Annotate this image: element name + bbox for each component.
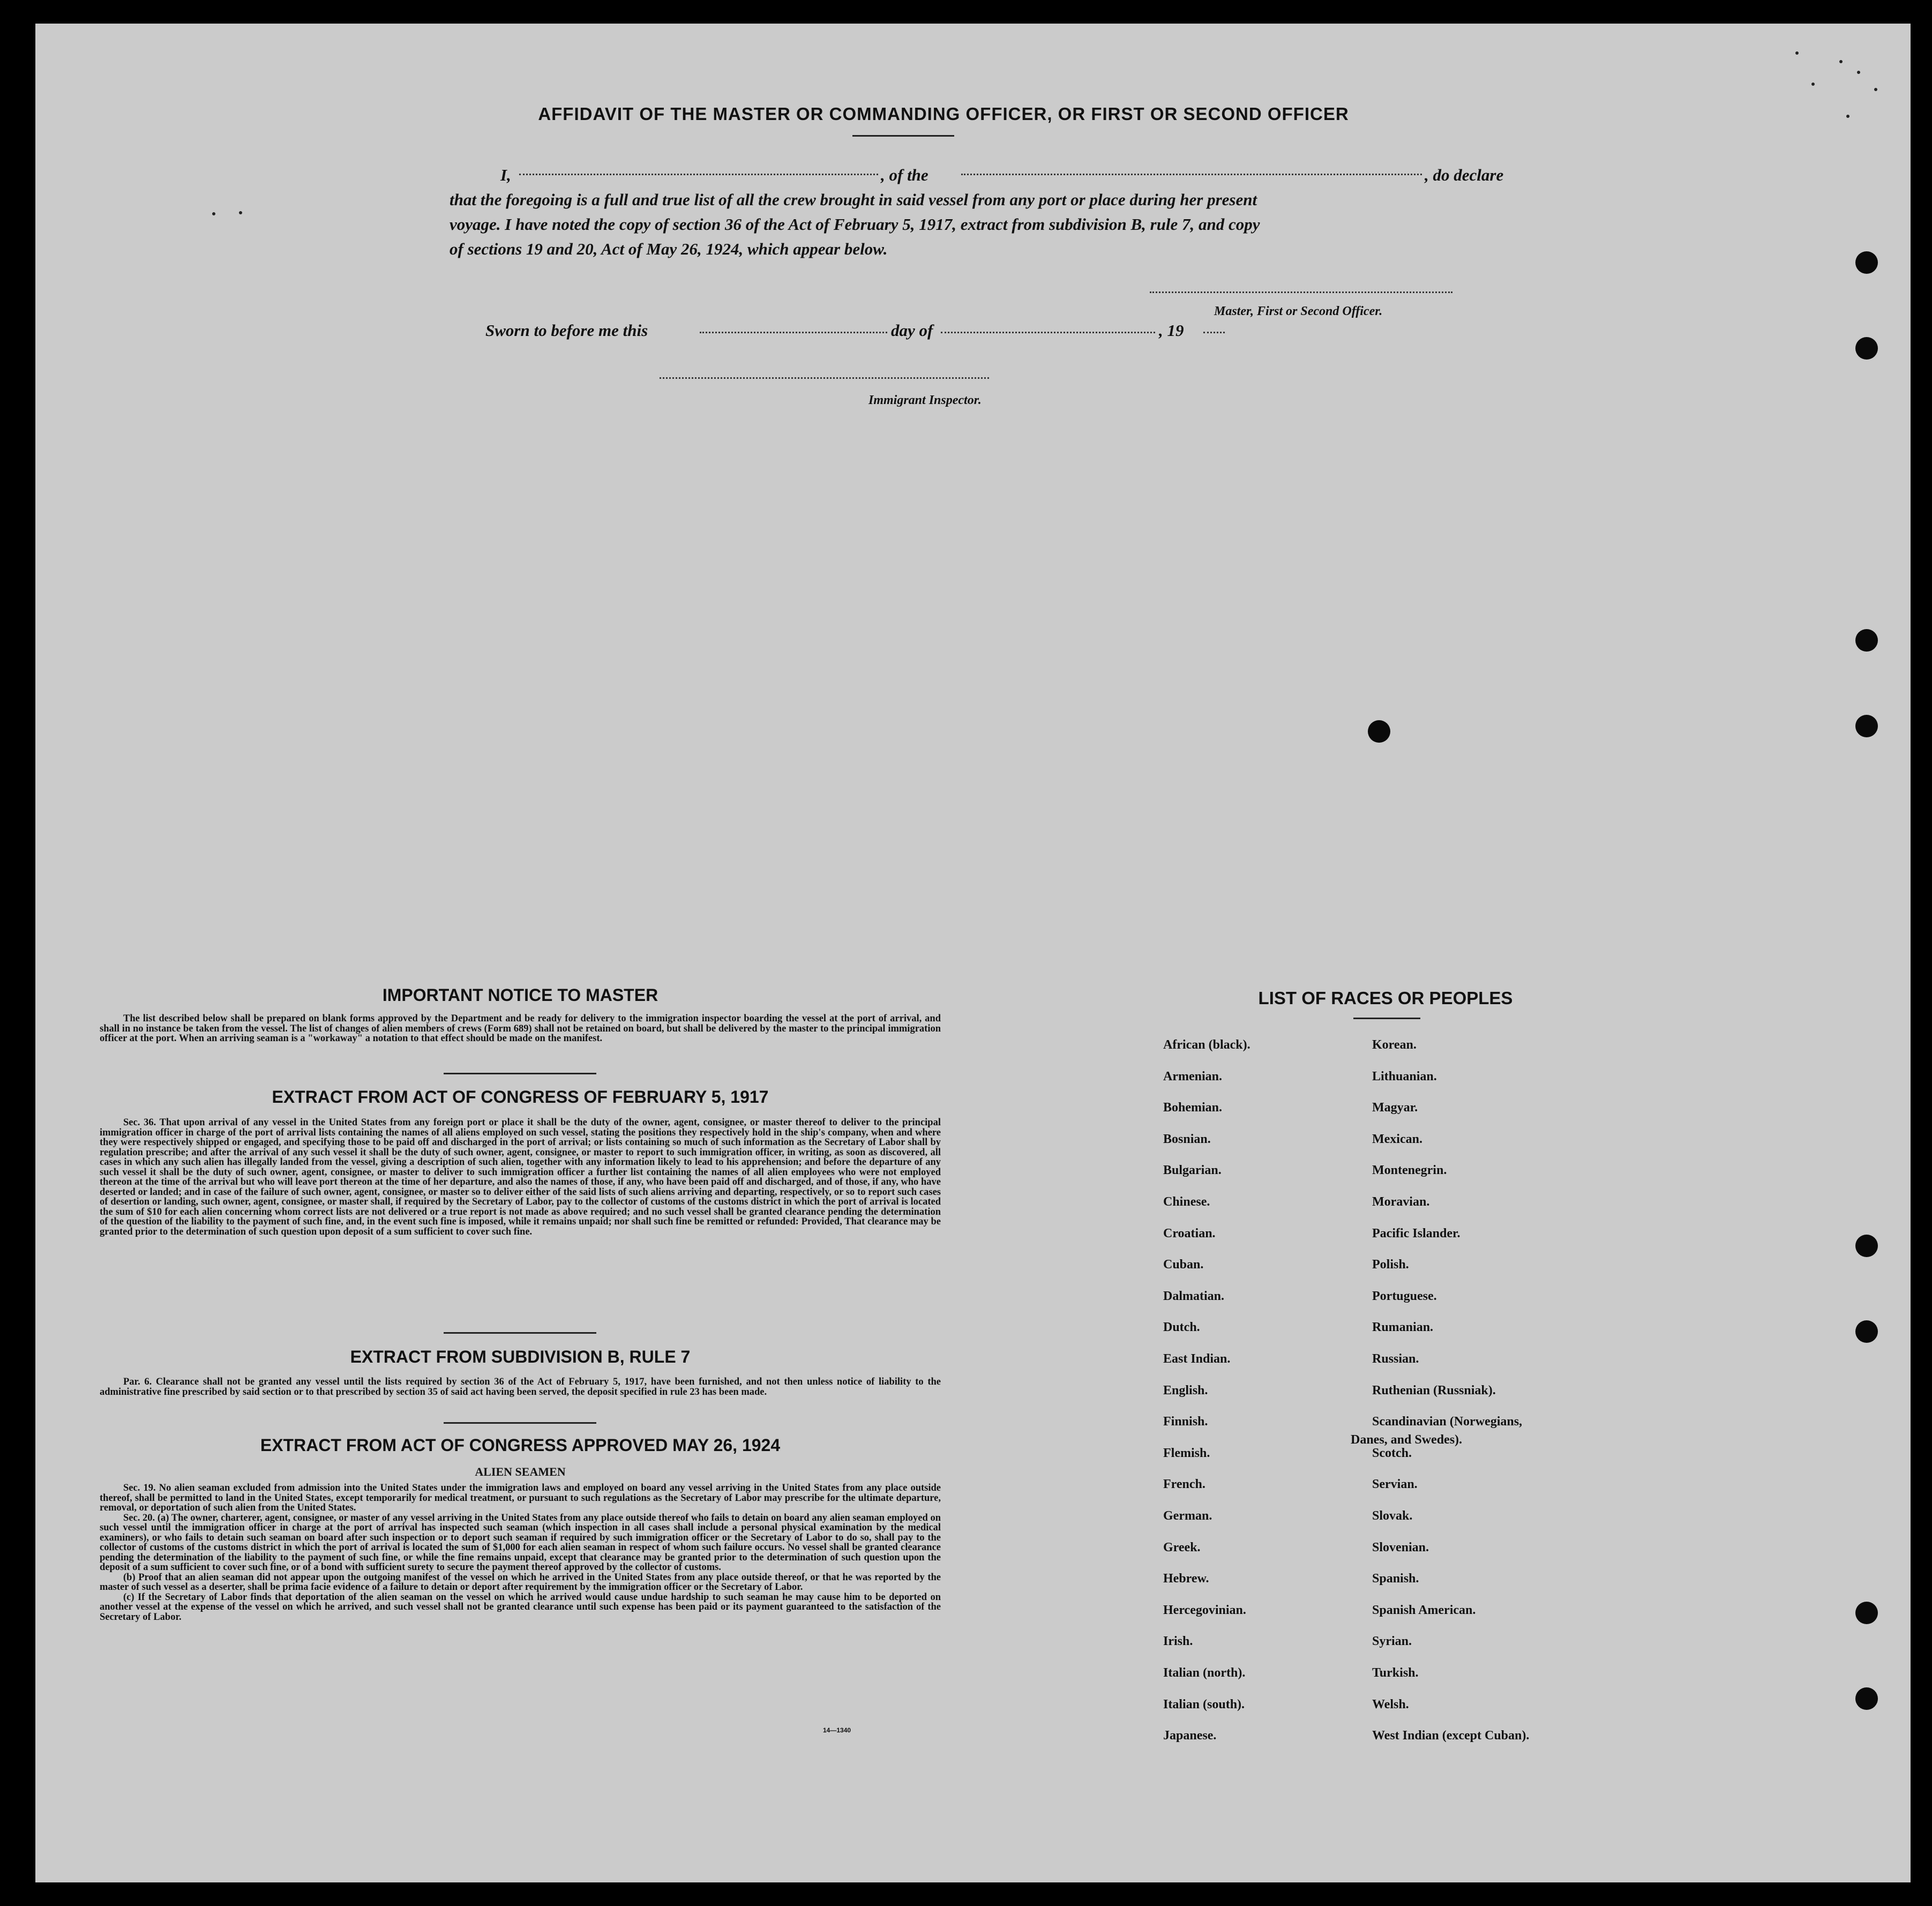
divider (852, 135, 954, 137)
race-item: Bulgarian. (1163, 1163, 1222, 1177)
notice-title: IMPORTANT NOTICE TO MASTER (382, 985, 658, 1005)
punch-hole (1855, 337, 1878, 360)
race-item: Italian (south). (1163, 1698, 1245, 1711)
sworn-line (485, 321, 1235, 348)
sec20c-paragraph: (c) If the Secretary of Labor finds that deportation of the alien seaman on the vessel on which he arrived would cause undue hardship to such seaman he may cause him to be deported on another vessel at the expense of the vessel on which he arrived, and such vessel shall not be granted clearance until such expense has been paid or its payment guaranteed to the satisfaction of the Secretary of Labor. (100, 1591, 941, 1623)
race-item: Magyar. (1372, 1101, 1418, 1115)
extract-1924-title: EXTRACT FROM ACT OF CONGRESS APPROVED MAY 26, 1924 (260, 1436, 781, 1455)
race-item: Syrian. (1372, 1634, 1412, 1648)
race-item: Flemish. (1163, 1446, 1210, 1460)
sec20a-paragraph: Sec. 20. (a) The owner, charterer, agent, consignee, or master of any vessel arriving in the United States from any place outside thereof who fails to detain on board any alien seaman employed on such vessel until the immigration officer in charge at the port of arrival has inspected such seaman (which inspection in all cases shall include a personal physical examination by the medical examiners), or who fails to detain such seaman on board after such inspection or to deport such seaman if required by such immigration officer or the Secretary of Labor to do so, shall pay to the collector of customs of the customs district in which the port of arrival is located the sum of $1,000 for each alien seaman in respect of whom such failure occurs. No vessel shall be granted clearance pending the determination of the liability to the payment of such fine, or while the fine remains unpaid, except that clearance may be granted prior to the determination of such question upon the deposit of a sum sufficient to cover such fine, or of a bond with sufficient surety to secure the payment thereof approved by the collector of customs. (100, 1512, 941, 1573)
punch-hole (1368, 720, 1390, 743)
form-number: 14—1340 (823, 1726, 851, 1734)
sworn-label: Sworn to before me this (485, 321, 648, 340)
race-item: West Indian (except Cuban). (1372, 1729, 1530, 1743)
sec20b-paragraph: (b) Proof that an alien seaman did not appear upon the outgoing manifest of the vessel on which he arrived in the United States from any place outside thereof, or that he was reported by the master of such vessel as a deserter, shall be prima facie evidence of a failure to detain or deport after requirement by the immigration officer or the Secretary of Labor. (100, 1572, 941, 1593)
race-item: Montenegrin. (1372, 1163, 1447, 1177)
race-item: Korean. (1372, 1038, 1417, 1052)
extract-1924-subtitle: ALIEN SEAMEN (475, 1465, 566, 1478)
i-label: I, (500, 166, 511, 184)
extract-1917-text (100, 1118, 941, 1237)
ink-speck (1811, 83, 1815, 86)
ink-speck (1795, 51, 1799, 55)
race-item: French. (1163, 1477, 1205, 1491)
divider (1353, 1018, 1420, 1019)
divider (444, 1073, 596, 1074)
race-item: Bosnian. (1163, 1132, 1211, 1146)
race-item: Turkish. (1372, 1666, 1419, 1680)
race-item: Slovenian. (1372, 1541, 1429, 1554)
extract-1917-paragraph: Sec. 36. That upon arrival of any vessel in the United States from any foreign port or place it shall be the duty of the owner, agent, consignee, or master thereof to deliver to the principal immigration officer in charge of the port of arrival lists containing the names of all aliens employed on such vessel, stating the positions they respectively hold in the ship's company, when and where they were respectively shipped or engaged, and specifying those to be paid off and discharged in the port of arrival; or lists containing so much of such information as the Secretary of Labor shall by regulation prescribe; and after the arrival of any such vessel it shall be the duty of such owner, agent, consignee, or master to report to such immigration officer, in writing, as soon as discovered, all cases in which any such alien has illegally landed from the vessel, giving a description of such alien, together with any information likely to lead to his apprehension; and before the departure of any such vessel it shall be the duty of such owner, agent, consignee, or master to deliver to such immigration officer a further list containing the names of all alien employees who were not employed thereon at the time of the arrival but who will leave port thereon at the time of her departure, and also the names of those, if any, who have been paid off and discharged, and of those, if any, who have deserted or landed; and in case of the failure of such owner, agent, consignee, or master so to deliver either of the said lists of such aliens arriving and departing, respectively, or so to report such cases of desertion or landing, such owner, agent, consignee, or master shall, if required by the Secretary of Labor, pay to the collector of customs of the customs district in which the port of arrival is located the sum of $10 for each alien concerning whom correct lists are not delivered or a true report is not made as above required; and no such vessel shall be granted clearance pending the determination of the question of the liability to the payment of such fine, and, in the event such fine is imposed, while it remains unpaid; nor shall such fine be remitted or refunded: Provided, That clearance may be granted prior to the determination of such question upon deposit of a sum sufficient to cover such fine. (100, 1117, 941, 1237)
race-item: Servian. (1372, 1477, 1418, 1491)
name-field[interactable] (519, 174, 878, 175)
extract-rule7-text (100, 1377, 941, 1397)
divider (444, 1422, 596, 1424)
sworn-year-field[interactable] (1203, 332, 1225, 333)
punch-hole (1855, 251, 1878, 274)
ink-speck (1839, 60, 1843, 63)
race-item: Greek. (1163, 1541, 1201, 1554)
race-item-continuation: Danes, and Swedes). (1351, 1433, 1463, 1447)
inspector-caption: Immigrant Inspector. (868, 393, 982, 407)
affidavit-line-3: voyage. I have noted the copy of section 36 of the Act of February 5, 1917, extract from subdivision B, rule 7, and copy (450, 215, 1260, 234)
affidavit-body (450, 163, 1518, 261)
race-item: Spanish American. (1372, 1603, 1476, 1617)
race-item: Japanese. (1163, 1729, 1217, 1743)
race-item: African (black). (1163, 1038, 1250, 1052)
extract-rule7-paragraph: Par. 6. Clearance shall not be granted any vessel until the lists required by section 36 of the Act of February 5, 1917, have been furnished, and not then unless notice of liability to the administrative fine prescribed by said section or to that prescribed by section 35 of said act having been served, the deposit specified in rule 23 has been made. (100, 1377, 941, 1397)
race-item: Bohemian. (1163, 1101, 1223, 1115)
races-title: LIST OF RACES OR PEOPLES (1258, 988, 1513, 1008)
race-item: Finnish. (1163, 1415, 1208, 1429)
punch-hole (1855, 1687, 1878, 1710)
race-item: Armenian. (1163, 1070, 1222, 1083)
race-item: Moravian. (1372, 1195, 1430, 1209)
year-label: , 19 (1159, 321, 1184, 340)
day-of-label: day of (891, 321, 933, 340)
race-item: Italian (north). (1163, 1666, 1246, 1680)
race-item: Polish. (1372, 1258, 1409, 1272)
race-item: Chinese. (1163, 1195, 1210, 1209)
race-item: Cuban. (1163, 1258, 1204, 1272)
affidavit-first-line (450, 163, 1518, 188)
ink-speck (239, 211, 242, 214)
race-item: Lithuanian. (1372, 1070, 1437, 1083)
master-signature-field[interactable] (1150, 291, 1452, 293)
race-item: Slovak. (1372, 1509, 1413, 1523)
extract-1917-title: EXTRACT FROM ACT OF CONGRESS OF FEBRUARY 5, 1917 (272, 1087, 769, 1107)
race-item: Dalmatian. (1163, 1289, 1224, 1303)
sworn-day-field[interactable] (700, 332, 887, 333)
do-declare-label: , do declare (1425, 166, 1504, 184)
race-item: East Indian. (1163, 1352, 1231, 1366)
race-item: Croatian. (1163, 1227, 1216, 1240)
race-item: English. (1163, 1384, 1208, 1397)
ink-speck (1857, 71, 1860, 74)
sworn-month-field[interactable] (941, 332, 1155, 333)
divider (444, 1332, 596, 1334)
vessel-field[interactable] (961, 174, 1422, 175)
punch-hole (1855, 1235, 1878, 1257)
inspector-signature-field[interactable] (660, 377, 989, 379)
ink-speck (1846, 115, 1849, 118)
notice-text (100, 1014, 941, 1044)
race-item: Spanish. (1372, 1572, 1419, 1586)
document-page (35, 24, 1911, 1882)
race-item: Portuguese. (1372, 1289, 1437, 1303)
race-item: German. (1163, 1509, 1212, 1523)
race-item: Ruthenian (Russniak). (1372, 1384, 1496, 1397)
of-the-label: , of the (881, 166, 928, 184)
signature-caption: Master, First or Second Officer. (1214, 304, 1383, 318)
race-item: Pacific Islander. (1372, 1227, 1461, 1240)
punch-hole (1855, 1602, 1878, 1624)
race-item: Welsh. (1372, 1698, 1409, 1711)
race-item: Irish. (1163, 1634, 1193, 1648)
race-item: Scotch. (1372, 1446, 1412, 1460)
race-item: Hebrew. (1163, 1572, 1209, 1586)
affidavit-line-2: that the foregoing is a full and true list of all the crew brought in said vessel from any port or place during her present (450, 190, 1257, 209)
affidavit-line-4: of sections 19 and 20, Act of May 26, 1924, which appear below. (450, 240, 888, 258)
extract-rule7-title: EXTRACT FROM SUBDIVISION B, RULE 7 (350, 1347, 691, 1366)
punch-hole (1855, 629, 1878, 652)
ink-speck (212, 212, 215, 215)
punch-hole (1855, 1320, 1878, 1343)
affidavit-title: AFFIDAVIT OF THE MASTER OR COMMANDING OFFICER, OR FIRST OR SECOND OFFICER (538, 104, 1349, 124)
race-item: Mexican. (1372, 1132, 1422, 1146)
race-item: Rumanian. (1372, 1320, 1434, 1334)
punch-hole (1855, 715, 1878, 737)
race-item: Scandinavian (Norwegians, (1372, 1415, 1523, 1429)
notice-paragraph: The list described below shall be prepared on blank forms approved by the Department and be ready for delivery to the immigration inspector boarding the vessel at the port of arrival, and shall in no instance be taken from the vessel. The list of changes of alien members of crews (Form 689) shall not be retained on board, but shall be delivered by the master to the principal immigration officer at the port. When an arriving seaman is a "workaway" a notation to that effect should be made on the manifest. (100, 1013, 941, 1044)
race-item: Dutch. (1163, 1320, 1200, 1334)
extract-1924-text (100, 1483, 941, 1622)
race-item: Hercegovinian. (1163, 1603, 1246, 1617)
sec19-paragraph: Sec. 19. No alien seaman excluded from admission into the United States under the immigration laws and employed on board any vessel arriving in the United States from any place outside thereof, shall be permitted to land in the United States, except temporarily for medical treatment, or pursuant to such regulations as the Secretary of Labor may prescribe for the ultimate departure, removal, or deportation of such alien from the United States. (100, 1483, 941, 1513)
race-item: Russian. (1372, 1352, 1419, 1366)
ink-speck (1874, 88, 1877, 91)
